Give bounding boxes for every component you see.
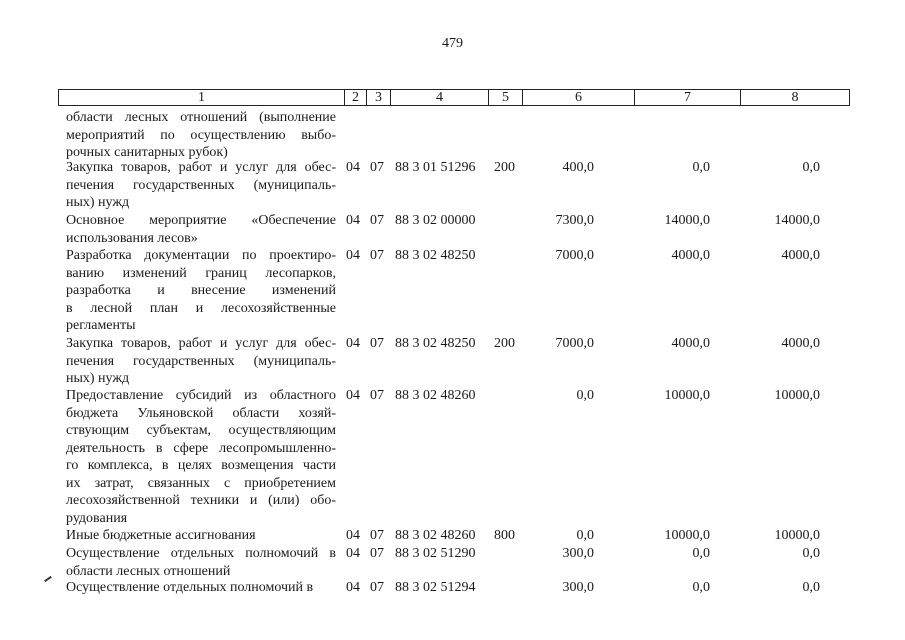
description-line: деятельность в сфере лесопромышленно- (66, 440, 336, 456)
cell-col-2: 04 (346, 213, 360, 228)
cell-col-6: 7300,0 (555, 213, 594, 228)
header-col-1: 1 (59, 90, 345, 105)
cell-col-7: 10000,0 (664, 528, 710, 543)
cell-col-2: 04 (346, 160, 360, 175)
cell-col-5: 800 (494, 528, 515, 543)
cell-col-6: 0,0 (576, 528, 594, 543)
row-description (66, 247, 336, 335)
description-line: Основное мероприятие «Обеспечение (66, 213, 336, 228)
header-col-4: 4 (391, 90, 489, 105)
cell-col-6: 7000,0 (555, 248, 594, 263)
cell-col-8: 0,0 (802, 546, 820, 561)
cell-col-3: 07 (370, 388, 384, 403)
description-line: области лесных отношений (66, 563, 231, 579)
description-line: Закупка товаров, работ и услуг для обес- (66, 336, 336, 351)
header-col-5: 5 (489, 90, 523, 105)
cell-col-4: 88 3 02 51290 (395, 546, 476, 561)
cell-col-7: 4000,0 (671, 336, 710, 351)
row-description (66, 545, 336, 580)
cell-col-8: 10000,0 (774, 528, 820, 543)
cell-col-6: 300,0 (562, 546, 594, 561)
description-line: лесохозяйственной техники и (или) обо- (66, 493, 336, 508)
description-line: в лесной план и лесохозяйственные (66, 300, 336, 316)
cell-col-8: 4000,0 (781, 336, 820, 351)
row-description (66, 527, 336, 545)
cell-col-2: 04 (346, 248, 360, 263)
description-line: мероприятий по осуществлению выбо- (66, 127, 336, 143)
row-description (66, 109, 336, 162)
cell-col-7: 0,0 (692, 546, 710, 561)
description-line: Предоставление субсидий из областного (66, 388, 336, 403)
description-line: рудования (66, 510, 128, 526)
description-line: печения государственных (муниципаль- (66, 177, 336, 193)
pen-mark (44, 576, 52, 582)
cell-col-4: 88 3 02 48250 (395, 336, 476, 351)
description-line: разработка и внесение изменений (66, 283, 336, 298)
cell-col-7: 14000,0 (664, 213, 710, 228)
cell-col-4: 88 3 02 48260 (395, 388, 476, 403)
description-line: Осуществление отдельных полномочий в (66, 546, 336, 561)
table-header-row (58, 89, 850, 106)
description-line: области лесных отношений (выполнение (66, 110, 336, 125)
description-line: печения государственных (муниципаль- (66, 353, 336, 369)
cell-col-4: 88 3 02 51294 (395, 580, 476, 595)
header-col-6: 6 (523, 90, 635, 105)
description-line: их затрат, связанных с приобретением (66, 475, 336, 491)
cell-col-8: 14000,0 (774, 213, 820, 228)
cell-col-3: 07 (370, 213, 384, 228)
cell-col-7: 0,0 (692, 160, 710, 175)
cell-col-3: 07 (370, 546, 384, 561)
description-line: бюджета Ульяновской области хозяй- (66, 405, 336, 421)
cell-col-3: 07 (370, 336, 384, 351)
description-line: Закупка товаров, работ и услуг для обес- (66, 160, 336, 175)
cell-col-7: 0,0 (692, 580, 710, 595)
cell-col-6: 7000,0 (555, 336, 594, 351)
cell-col-6: 0,0 (576, 388, 594, 403)
description-line: Разработка документации по проектиро- (66, 248, 336, 263)
row-description (66, 212, 336, 247)
cell-col-3: 07 (370, 160, 384, 175)
description-line: го комплекса, в целях возмещения части (66, 458, 336, 473)
page-number: 479 (442, 36, 463, 51)
cell-col-2: 04 (346, 336, 360, 351)
description-line: ных) нужд (66, 195, 130, 210)
cell-col-3: 07 (370, 528, 384, 543)
cell-col-3: 07 (370, 248, 384, 263)
cell-col-4: 88 3 02 48250 (395, 248, 476, 263)
cell-col-8: 0,0 (802, 580, 820, 595)
cell-col-2: 04 (346, 388, 360, 403)
description-line: ствующим субъектам, осуществляющим (66, 423, 336, 438)
cell-col-4: 88 3 02 00000 (395, 213, 476, 228)
description-line: регламенты (66, 318, 136, 333)
cell-col-8: 4000,0 (781, 248, 820, 263)
description-line: использования лесов» (66, 230, 198, 246)
cell-col-8: 10000,0 (774, 388, 820, 403)
cell-col-8: 0,0 (802, 160, 820, 175)
row-description (66, 387, 336, 527)
cell-col-3: 07 (370, 580, 384, 595)
cell-col-5: 200 (494, 336, 515, 351)
cell-col-6: 400,0 (562, 160, 594, 175)
row-description (66, 335, 336, 388)
cell-col-7: 10000,0 (664, 388, 710, 403)
description-line: Осуществление отдельных полномочий в (66, 580, 314, 595)
header-col-7: 7 (635, 90, 741, 105)
cell-col-4: 88 3 01 51296 (395, 160, 476, 175)
row-description (66, 159, 336, 212)
cell-col-7: 4000,0 (671, 248, 710, 263)
header-col-3: 3 (367, 90, 391, 105)
cell-col-2: 04 (346, 528, 360, 543)
header-col-8: 8 (791, 90, 799, 105)
description-line: ных) нужд (66, 371, 130, 386)
description-line: рочных санитарных рубок) (66, 145, 228, 160)
cell-col-2: 04 (346, 580, 360, 595)
description-line: Иные бюджетные ассигнования (66, 528, 256, 543)
description-line: ванию изменений границ лесопарков, (66, 265, 336, 281)
cell-col-6: 300,0 (562, 580, 594, 595)
cell-col-2: 04 (346, 546, 360, 561)
row-description (66, 579, 336, 597)
cell-col-5: 200 (494, 160, 515, 175)
header-col-2: 2 (345, 90, 367, 105)
cell-col-4: 88 3 02 48260 (395, 528, 476, 543)
